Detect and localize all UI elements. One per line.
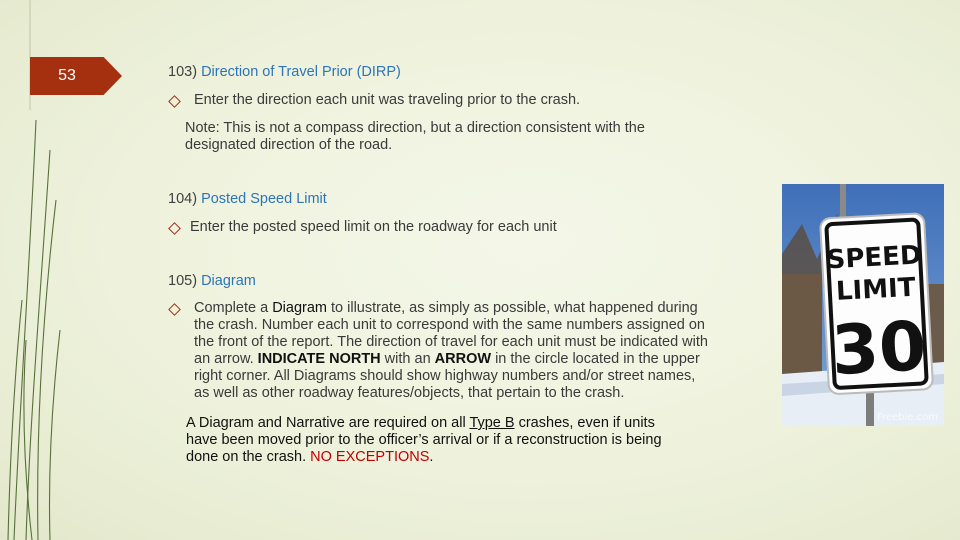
requirement-text: A Diagram and Narrative are required on all Type B crashes, even if units have been moved prior to the officer’s arrival or if a reconstruction is being done on the crash. NO EXCEPTIONS.: [186, 415, 662, 465]
bullet-diamond-icon: [168, 95, 181, 108]
section-title: Direction of Travel Prior (DIRP): [201, 64, 401, 80]
bullet-text: Enter the posted speed limit on the roadway for each unit: [190, 219, 557, 235]
section-heading-103: [168, 64, 401, 80]
speed-limit-sign-photo: [782, 184, 944, 426]
watermark: Freebie.com: [876, 412, 938, 423]
section-number: 105): [168, 273, 198, 289]
diagram-bullet-text: Complete a Diagram to illustrate, as simply as possible, what happened during the crash. Number each unit to correspond with the same numbers assigned on the front of the report. The direction of travel for each unit must be indicated with an arrow. INDICATE NORTH with an ARROW in the circle located in the upper right corner. All Diagrams should show highway numbers and/or street names, as well as other roadway features/objects, that pertain to the crash.: [194, 300, 708, 401]
section-number: 103): [168, 64, 198, 80]
section-title: Posted Speed Limit: [201, 191, 327, 207]
speed-limit-sign-image: [782, 184, 944, 426]
section-number: 104): [168, 191, 198, 207]
bullet-diamond-icon: [168, 303, 181, 316]
section-heading-105: [168, 273, 256, 289]
note-text: Note: This is not a compass direction, but a direction consistent with the designated direction of the road.: [185, 120, 645, 153]
bullet-text: Enter the direction each unit was traveling prior to the crash.: [194, 92, 581, 108]
sign-line1: SPEED: [825, 240, 923, 276]
section-heading-104: [168, 191, 327, 207]
section-title: Diagram: [201, 273, 256, 289]
slide-number: 53: [58, 67, 76, 84]
sign-number: 30: [829, 307, 929, 392]
sign-line2: LIMIT: [835, 272, 917, 307]
no-exceptions-label: NO EXCEPTIONS: [310, 449, 430, 465]
bullet-diamond-icon: [168, 222, 181, 235]
